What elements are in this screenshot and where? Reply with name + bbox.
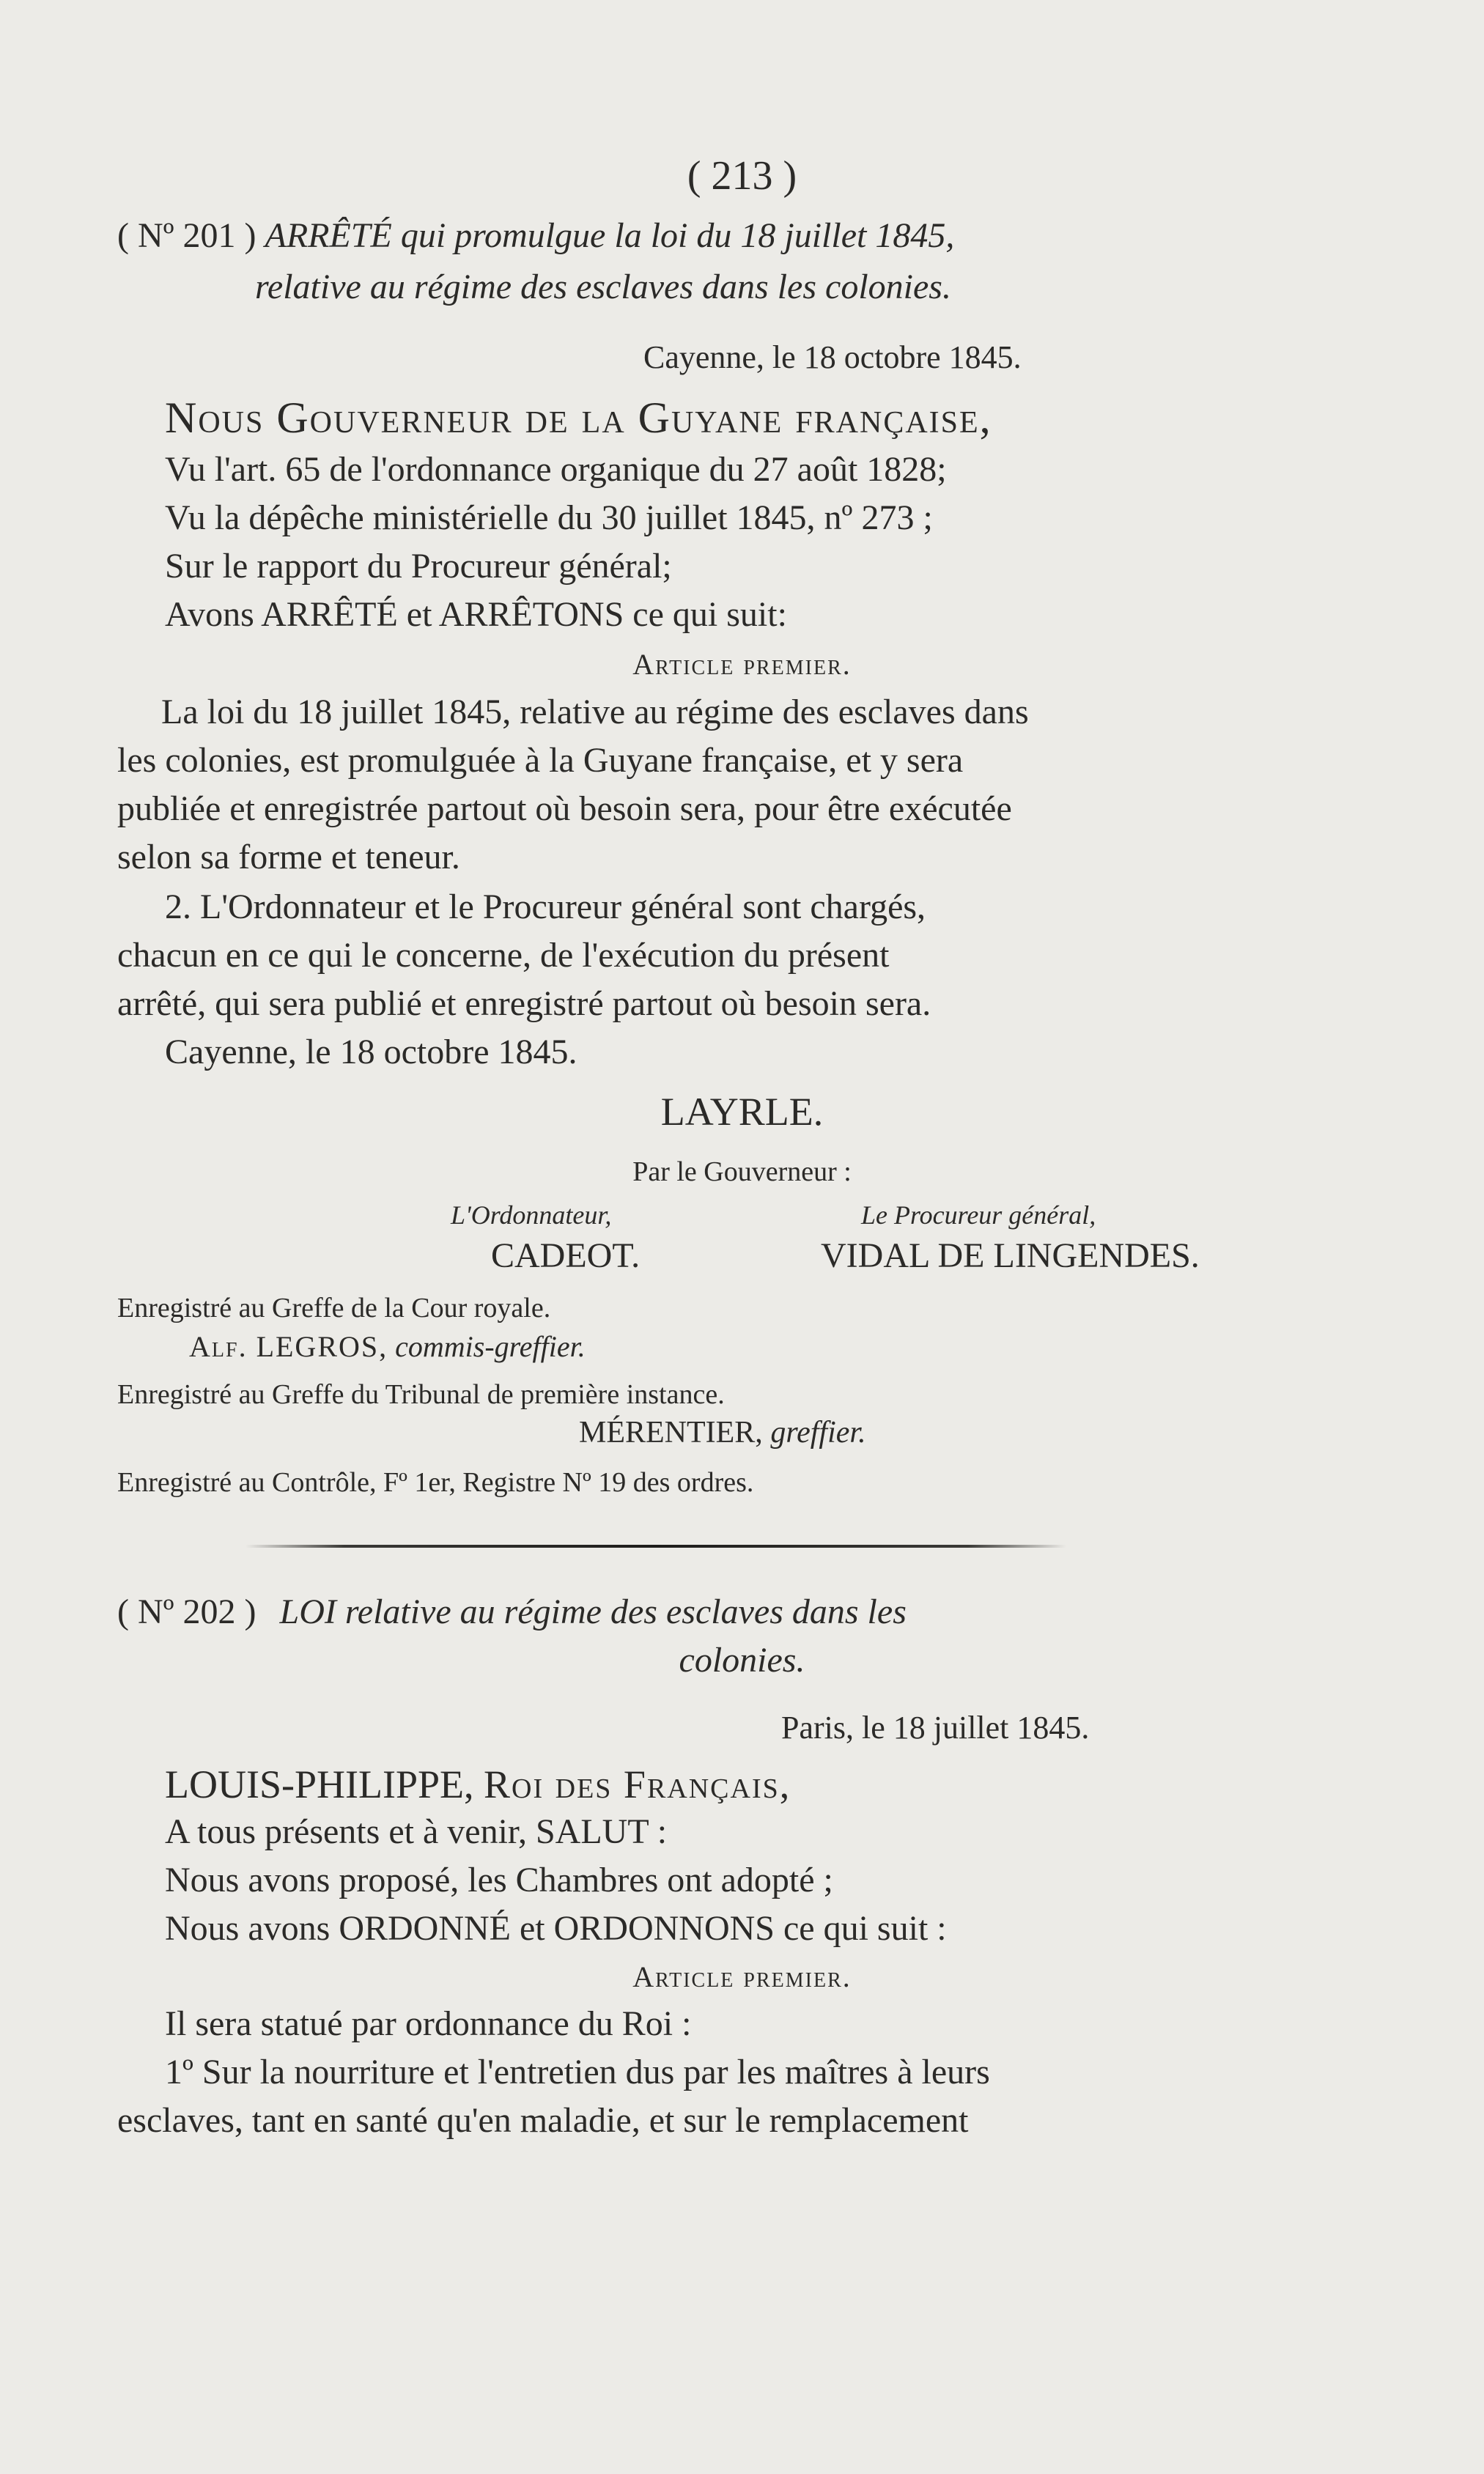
decree-article-heading: Article premier. bbox=[632, 648, 852, 681]
decree-201-heading bbox=[117, 218, 954, 254]
decree-vu-1: Vu l'art. 65 de l'ordonnance organique du 27 août 1828; bbox=[165, 450, 947, 489]
law-number: ( Nº 202 ) bbox=[117, 1592, 256, 1631]
registration-1: Enregistré au Greffe de la Cour royale. bbox=[117, 1293, 551, 1323]
ordonnateur-name: CADEOT. bbox=[491, 1236, 641, 1275]
page-number: ( 213 ) bbox=[687, 153, 797, 199]
decree-title-line2: relative au régime des esclaves dans les colonies. bbox=[255, 267, 951, 306]
decree-art2-line: chacun en ce qui le concerne, de l'exécution du présent bbox=[117, 936, 890, 975]
law-line: A tous présents et à venir, SALUT : bbox=[165, 1812, 668, 1851]
law-king-line bbox=[165, 1762, 791, 1806]
decree-art2-line: arrêté, qui sera publié et enregistré partout où besoin sera. bbox=[117, 984, 931, 1023]
law-article-heading: Article premier. bbox=[632, 1960, 852, 1993]
registration-2: Enregistré au Greffe du Tribunal de première instance. bbox=[117, 1379, 725, 1410]
law-title-line2: colonies. bbox=[679, 1641, 805, 1680]
law-line: Nous avons ORDONNÉ et ORDONNONS ce qui suit : bbox=[165, 1909, 947, 1948]
law-line: 1º Sur la nourriture et l'entretien dus par les maîtres à leurs bbox=[165, 2053, 990, 2091]
decree-sur: Sur le rapport du Procureur général; bbox=[165, 547, 672, 586]
king-title: Roi des Français, bbox=[484, 1762, 791, 1806]
law-line: Nous avons proposé, les Chambres ont adopté ; bbox=[165, 1861, 833, 1899]
registration-3: Enregistré au Contrôle, Fº 1er, Registre Nº 19 des ordres. bbox=[117, 1467, 754, 1498]
ordonnateur-title: L'Ordonnateur, bbox=[451, 1200, 612, 1230]
law-place-date: Paris, le 18 juillet 1845. bbox=[781, 1710, 1090, 1746]
registration-1-signer: Alf. LEGROS, bbox=[189, 1330, 388, 1363]
law-line: esclaves, tant en santé qu'en maladie, et sur le remplacement bbox=[117, 2101, 969, 2140]
decree-art1-line: selon sa forme et teneur. bbox=[117, 838, 460, 876]
registration-1-role: commis-greffier. bbox=[395, 1330, 586, 1363]
governor-signature: LAYRLE. bbox=[660, 1090, 824, 1134]
decree-avons: Avons ARRÊTÉ et ARRÊTONS ce qui suit: bbox=[165, 595, 787, 634]
registration-1-signature bbox=[189, 1332, 586, 1362]
decree-art2-line: 2. L'Ordonnateur et le Procureur général sont chargés, bbox=[165, 887, 926, 926]
decree-place-date: Cayenne, le 18 octobre 1845. bbox=[643, 339, 1022, 375]
decree-title: ARRÊTÉ qui promulgue la loi du 18 juillet 1845, bbox=[265, 216, 955, 255]
decree-number: ( Nº 201 ) bbox=[117, 216, 256, 255]
section-divider bbox=[246, 1545, 1066, 1548]
par-le-gouverneur: Par le Gouverneur : bbox=[632, 1156, 852, 1187]
king-name: LOUIS-PHILIPPE, bbox=[165, 1762, 474, 1806]
decree-art1-line: publiée et enregistrée partout où besoin sera, pour être exécutée bbox=[117, 789, 1012, 828]
procureur-title: Le Procureur général, bbox=[861, 1200, 1096, 1230]
law-202-heading bbox=[117, 1592, 907, 1631]
decree-closing-date: Cayenne, le 18 octobre 1845. bbox=[165, 1033, 577, 1071]
registration-2-signer: MÉRENTIER, bbox=[579, 1416, 763, 1450]
decree-preamble: Nous Gouverneur de la Guyane française, bbox=[165, 394, 992, 442]
procureur-name: VIDAL DE LINGENDES. bbox=[821, 1236, 1200, 1275]
registration-2-role: greffier. bbox=[770, 1416, 866, 1450]
registration-2-signature bbox=[579, 1417, 866, 1448]
decree-vu-2: Vu la dépêche ministérielle du 30 juillet 1845, nº 273 ; bbox=[165, 498, 933, 537]
law-line: Il sera statué par ordonnance du Roi : bbox=[165, 2004, 692, 2043]
decree-art1-line: La loi du 18 juillet 1845, relative au régime des esclaves dans bbox=[161, 693, 1029, 731]
decree-art1-line: les colonies, est promulguée à la Guyane française, et y sera bbox=[117, 741, 964, 780]
law-title: LOI relative au régime des esclaves dans les bbox=[279, 1592, 907, 1631]
